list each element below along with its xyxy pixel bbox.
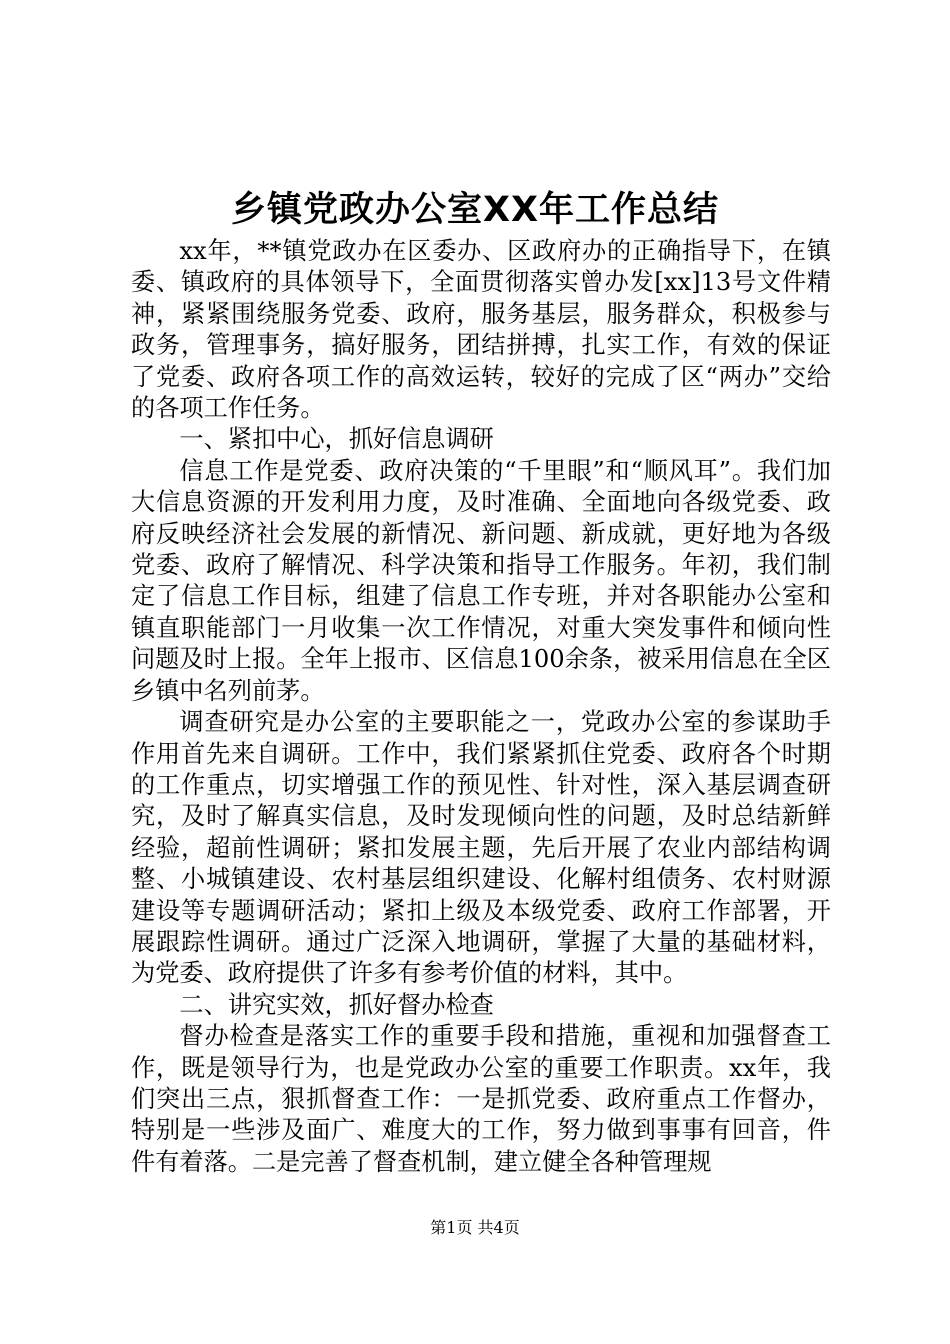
- page-number-footer: 第1页 共4页: [430, 1218, 520, 1237]
- section-1-paragraph-2: 调查研究是办公室的主要职能之一，党政办公室的参谋助手作用首先来自调研。工作中，我们紧紧抓住党委、政府各个时期的工作重点，切实增强工作的预见性、针对性，深入基层调查研究，及时了解真实信息，及时发现倾向性的问题，及时总结新鲜经验，超前性调研；紧扣发展主题，先后开展了农业内部结构调整、小城镇建设、农村基层组织建设、化解村组债务、农村财源建设等专题调研活动；紧扣上级及本级党委、政府工作部署，开展跟踪性调研。通过广泛深入地调研，掌握了大量的基础材料，为党委、政府提供了许多有参考价值的材料，其中。: [131, 708, 831, 988]
- section-1-paragraph-1: 信息工作是党委、政府决策的“千里眼”和“顺风耳”。我们加大信息资源的开发利用力度，及时准确、全面地向各级党委、政府反映经济社会发展的新情况、新问题、新成就，更好地为各级党委、政府了解情况、科学决策和指导工作服务。年初，我们制定了信息工作目标，组建了信息工作专班，并对各职能办公室和镇直职能部门一月收集一次工作情况，对重大突发事件和倾向性问题及时上报。全年上报市、区信息100余条，被采用信息在全区乡镇中名列前茅。: [131, 456, 831, 705]
- document-title: 乡镇党政办公室XX年工作总结: [231, 190, 719, 230]
- intro-paragraph: xx年，**镇党政办在区委办、区政府办的正确指导下，在镇委、镇政府的具体领导下，全面贯彻落实曾办发[xx]13号文件精神，紧紧围绕服务党委、政府，服务基层，服务群众，积极参与政务，管理事务，搞好服务，团结拼搏，扎实工作，有效的保证了党委、政府各项工作的高效运转，较好的完成了区“两办”交给的各项工作任务。: [131, 237, 831, 423]
- section-2-paragraph-1: 督办检查是落实工作的重要手段和措施，重视和加强督查工作，既是领导行为，也是党政办公室的重要工作职责。xx年，我们突出三点，狠抓督查工作：一是抓党委、政府重点工作督办，特别是一些涉及面广、难度大的工作，努力做到事事有回音，件件有着落。二是完善了督查机制，建立健全各种管理规: [131, 1022, 831, 1176]
- document-body: [131, 236, 831, 1178]
- section-heading-2: 二、讲究实效，抓好督办检查: [179, 990, 494, 1019]
- section-heading-1: 一、紧扣中心，抓好信息调研: [179, 425, 494, 454]
